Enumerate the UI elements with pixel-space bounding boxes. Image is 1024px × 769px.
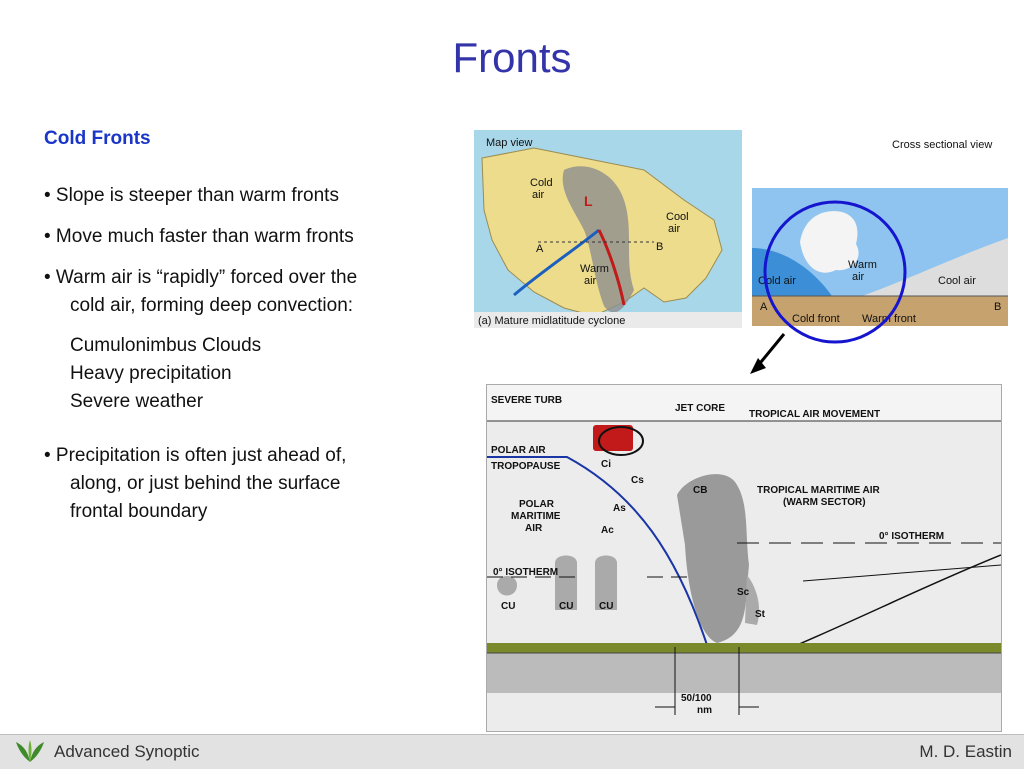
map-label-warm-2: air xyxy=(584,275,597,287)
effects-list xyxy=(44,332,444,416)
map-label-cool-2: air xyxy=(668,223,681,235)
detail-ac: Ac xyxy=(601,525,614,536)
detail-isotherm-left: 0° ISOTHERM xyxy=(493,567,559,578)
bullet-precipitation xyxy=(44,442,444,526)
map-view-figure xyxy=(474,130,742,328)
slide-title: Fronts xyxy=(452,34,572,81)
detail-cu-3: CU xyxy=(599,601,614,612)
footer-course: Advanced Synoptic xyxy=(54,742,200,761)
detail-cu-1: CU xyxy=(501,601,516,612)
bullet-precip-line1: • Precipitation is often just ahead of, xyxy=(44,445,347,466)
xs-label-b: B xyxy=(994,301,1002,313)
effect-item: Cumulonimbus Clouds xyxy=(70,335,262,356)
detail-polar-air: POLAR AIR xyxy=(491,445,546,456)
detail-scale-1: 50/100 xyxy=(681,693,712,704)
bullet-slope: • Slope is steeper than warm fronts xyxy=(44,185,339,206)
detail-isotherm-right: 0° ISOTHERM xyxy=(879,531,945,542)
bullet-warm-air-line2: cold air, forming deep convection: xyxy=(70,295,354,316)
detail-jet-core: JET CORE xyxy=(675,403,726,414)
detail-polar-maritime-1: POLAR xyxy=(519,499,554,510)
bullet-precip-line2: along, or just behind the surface xyxy=(70,473,341,494)
detail-polar-maritime-2: MARITIME xyxy=(511,511,561,522)
detail-polar-maritime-3: AIR xyxy=(525,523,543,534)
xs-label-warm-front: Warm front xyxy=(862,313,916,325)
cross-section-heading: Cross sectional view xyxy=(892,139,993,151)
bullet-list xyxy=(44,182,444,539)
highlight-circle xyxy=(765,202,905,342)
effect-item: Severe weather xyxy=(70,391,204,412)
xs-label-warm-1: Warm xyxy=(848,259,877,271)
detail-cb: CB xyxy=(693,485,708,496)
map-view-heading: Map view xyxy=(486,137,533,149)
bullet-speed: • Move much faster than warm fronts xyxy=(44,226,354,247)
detail-ci: Ci xyxy=(601,459,611,470)
map-label-warm-1: Warm xyxy=(580,263,609,275)
bullet-warm-air xyxy=(44,264,444,320)
xs-label-cold-front: Cold front xyxy=(792,313,840,325)
map-label-low: L xyxy=(584,193,593,209)
detail-st: St xyxy=(755,609,765,620)
highlight-overlay xyxy=(740,196,920,380)
map-label-cold-1: Cold xyxy=(530,177,553,189)
footer-author: M. D. Eastin xyxy=(919,742,1012,761)
leaf-logo-icon xyxy=(12,740,48,769)
footer-bar xyxy=(0,734,1024,769)
detail-tropical-maritime-2: (WARM SECTOR) xyxy=(783,497,866,508)
detail-tropical-air-movement: TROPICAL AIR MOVEMENT xyxy=(749,409,881,420)
detail-scale-2: nm xyxy=(697,705,712,716)
section-heading: Cold Fronts xyxy=(44,128,151,149)
effect-item: Heavy precipitation xyxy=(70,363,232,384)
map-label-cool-1: Cool xyxy=(666,211,689,223)
map-label-a: A xyxy=(536,243,544,255)
map-label-cold-2: air xyxy=(532,189,545,201)
detail-cu-2: CU xyxy=(559,601,574,612)
xs-label-warm-2: air xyxy=(852,271,865,283)
bullet-precip-line3: frontal boundary xyxy=(70,501,208,522)
cross-section-heading-box xyxy=(880,134,1014,154)
xs-label-a: A xyxy=(760,301,768,313)
detail-severe-turb: SEVERE TURB xyxy=(491,395,563,406)
detail-cs: Cs xyxy=(631,475,644,486)
detail-sc: Sc xyxy=(737,587,750,598)
detail-tropical-maritime-1: TROPICAL MARITIME AIR xyxy=(757,485,880,496)
map-caption: (a) Mature midlatitude cyclone xyxy=(478,315,626,327)
bullet-warm-air-line1: • Warm air is “rapidly” forced over the xyxy=(44,267,358,288)
detail-tropopause: TROPOPAUSE xyxy=(491,461,561,472)
detail-as: As xyxy=(613,503,626,514)
detail-diagram xyxy=(486,384,1002,732)
map-label-b: B xyxy=(656,241,664,253)
xs-label-cool-air: Cool air xyxy=(938,275,976,287)
xs-label-cold-air: Cold air xyxy=(758,275,796,287)
